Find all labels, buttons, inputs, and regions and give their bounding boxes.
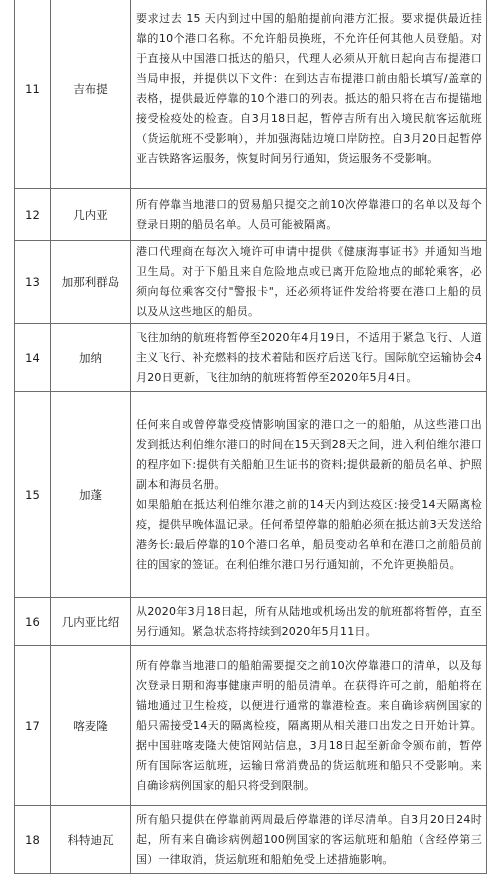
row-number: 18: [15, 806, 51, 874]
table-row: [15, 392, 487, 598]
row-number: 11: [15, 0, 51, 189]
table-row: [15, 0, 487, 189]
country-name: 几内亚: [51, 189, 131, 241]
country-name: 加那利群岛: [51, 241, 131, 324]
country-name: 加纳: [51, 324, 131, 392]
row-number: 13: [15, 241, 51, 324]
table-body: [15, 0, 487, 874]
table-row: [15, 241, 487, 324]
table-row: [15, 806, 487, 874]
country-name: 吉布提: [51, 0, 131, 189]
restriction-details: 港口代理商在每次入境许可申请中提供《健康海事证书》并通知当地卫生局。对于下船且来自危险地点或已离开危险地点的邮轮乘客，必须向每位乘客交付"警报卡"，还必须将证件发给将要在港口上船的员以及从这些地区的船员。: [131, 241, 487, 324]
restriction-details: 所有停靠当地港口的贸易船只提交之前10次停靠港口的名单以及每个登录日期的船员名单。人员可能被隔离。: [131, 189, 487, 241]
row-number: 12: [15, 189, 51, 241]
country-name: 加蓬: [51, 392, 131, 598]
table-row: [15, 324, 487, 392]
table-row: [15, 646, 487, 806]
restriction-details: 所有停靠当地港口的船舶需要提交之前10次停靠港口的清单，以及每次登录日期和海事健康声明的船员清单。在获得许可之前，船舶将在锚地通过卫生检疫，以便进行通常的靠港检查。来自确诊病例国家的船只需接受14天的隔离检疫，隔离期从相关港口出发之日开始计算。据中国驻喀麦隆大使馆网站信息，3月18日起至新命令颁布前，暂停所有国际客运航班，运输日常消费品的货运航班和船只不受影响。来自确诊病例国家的船只将受到限制。: [131, 646, 487, 806]
restriction-details: 所有船只提供在停靠前两周最后停靠港的详尽清单。自3月20日24时起，所有来自确诊病例超100例国家的客运航班和船舶（含经停第三国）一律取消，货运航班和船舶免受上述措施影响。: [131, 806, 487, 874]
restriction-details: 飞往加纳的航班将暂停至2020年4月19日，不适用于紧急飞行、人道主义飞行、补充燃料的技术着陆和医疗后送飞行。国际航空运输协会4月20日更新，飞往加纳的航班将暂停至2020年5月4日。: [131, 324, 487, 392]
row-number: 16: [15, 598, 51, 646]
restriction-details: 任何来自或曾停靠受疫情影响国家的港口之一的船舶，从这些港口出发到抵达利伯维尔港口的时间在15天到28天之间，进入利伯维尔港口的程序如下:提供有关船舶卫生证书的资料;提供最新的船员名单、护照副本和海员名册。 如果船舶在抵达利伯维尔港之前的14天内到达疫区:接受14天隔离检疫，提供早晚体温记录。任何希望停靠的船舶必须在抵达前3天发送给港务长:最后停靠的10个港口名单，船员变动名单和在港口之前船员前往的国家的签证。在利伯维尔港口另行通知前，不允许更换船员。: [131, 392, 487, 598]
country-name: 科特迪瓦: [51, 806, 131, 874]
table-row: [15, 189, 487, 241]
row-number: 14: [15, 324, 51, 392]
port-restrictions-table: [14, 0, 487, 874]
restriction-details: 从2020年3月18日起，所有从陆地或机场出发的航班都将暂停，直至另行通知。紧急状态将持续到2020年5月11日。: [131, 598, 487, 646]
table-row: [15, 598, 487, 646]
country-name: 几内亚比绍: [51, 598, 131, 646]
row-number: 15: [15, 392, 51, 598]
restriction-details: 要求过去 15 天内到过中国的船舶提前向港方汇报。要求提供最近挂靠的10个港口名称。不允许船员换班，不允许任何其他人员登船。对于直接从中国港口抵达的船只，代理人必须从开航日起向吉布提港口当局申报，并提供以下文件：在到达吉布提港口前由船长填写/盖章的表格，提供最近停靠的10个港口的列表。抵达的船只将在吉布提锚地接受检疫处的检查。自3月18日起，暂停吉所有出入境民航客运航班（货运航班不受影响），并加强海陆边境口岸防控。自3月20日起暂停亚吉铁路客运服务，恢复时间另行通知，货运服务不受影响。: [131, 0, 487, 189]
country-name: 喀麦隆: [51, 646, 131, 806]
row-number: 17: [15, 646, 51, 806]
